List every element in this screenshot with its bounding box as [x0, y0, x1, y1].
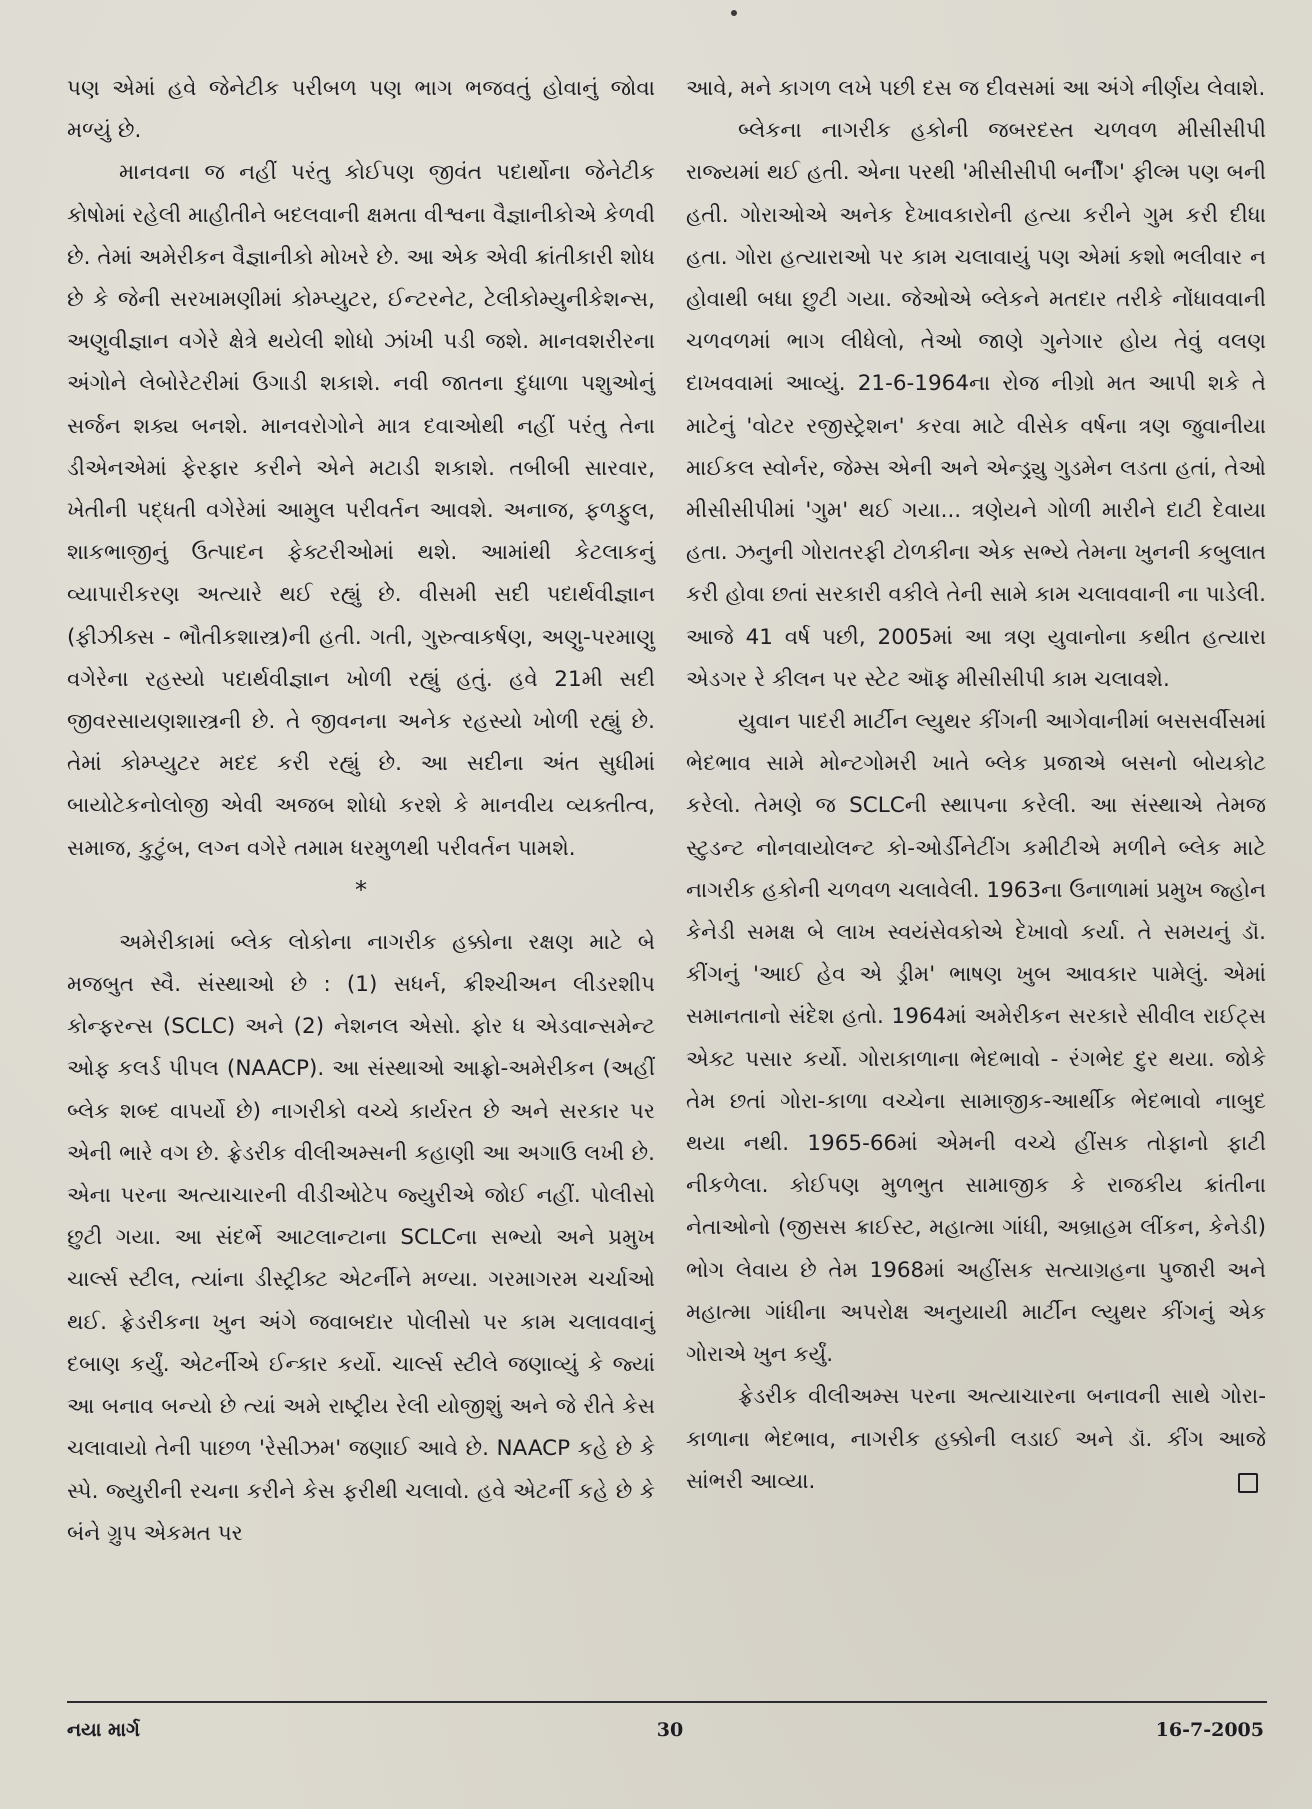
paragraph: માનવના જ નહીં પરંતુ કોઈપણ જીવંત પદાર્થોના જેનેટીક કોષોમાં રહેલી માહીતીને બદલવાની ક્ષમતા વીશ્વના વૈજ્ઞાનીકોએ કેળવી છે. તેમાં અમેરીકન વૈજ્ઞાનીકો મોખરે છે. આ એક એવી ક્રાંતીકારી શોધ છે કે જેની સરખામણીમાં કોમ્પ્યુટર, ઈન્ટરનેટ, ટેલીકોમ્યુનીકેશન્સ, અણુવીજ્ઞાન વગેરે ક્ષેત્રે થયેલી શોધો ઝાંખી પડી જશે. માનવશરીરના અંગોને લેબોરેટરીમાં ઉગાડી શકાશે. નવી જાતના દુધાળા પશુઓનું સર્જન શક્ય બનશે. માનવરોગોને માત્ર દવાઓથી નહીં પરંતુ તેના ડીએનએમાં ફેરફાર કરીને એને મટાડી શકાશે. તબીબી સારવાર, ખેતીની પદ્ધતી વગેરેમાં આમુલ પરીવર્તન આવશે. અનાજ, ફળફુલ, શાકભાજીનું ઉત્પાદન ફેક્ટરીઓમાં થશે. આમાંથી કેટલાકનું વ્યાપારીકરણ અત્યારે થઈ રહ્યું છે. વીસમી સદી પદાર્થવીજ્ઞાન (ફીઝીક્સ - ભૌતીકશાસ્ત્ર)ની હતી. ગતી, ગુરુત્વાકર્ષણ, અણુ-પરમાણુ વગેરેના રહસ્યો પદાર્થવીજ્ઞાન ખોળી રહ્યું હતું. હવે 21મી સદી જીવરસાયણશાસ્ત્રની છે. તે જીવનના અનેક રહસ્યો ખોળી રહ્યું છે. તેમાં કોમ્પ્યુટર મદદ કરી રહ્યું છે. આ સદીના અંત સુધીમાં બાયોટેકનોલોજી એવી અજબ શોધો કરશે કે માનવીય વ્યક્તીત્વ, સમાજ, કુટુંબ, લગ્ન વગેરે તમામ ધરમુળથી પરીવર્તન પામશે.: [67, 160, 655, 861]
paragraph: બ્લેકના નાગરીક હકોની જબરદસ્ત ચળવળ મીસીસીપી રાજ્યમાં થઈ હતી. એના પરથી 'મીસીસીપી બર્નીંગ' ફીલ્મ પણ બની હતી. ગોરાઓએ અનેક દેખાવકારોની હત્યા કરીને ગુમ કરી દીધા હતા. ગોરા હત્યારાઓ પર કામ ચલાવાયું પણ એમાં કશો ભલીવાર ન હોવાથી બધા છુટી ગયા. જેઓએ બ્લેકને મતદાર તરીકે નોંધાવવાની ચળવળમાં ભાગ લીધેલો, તેઓ જાણે ગુનેગાર હોય તેવું વલણ દાખવવામાં આવ્યું. 21-6-1964ના રોજ નીગ્રો મત આપી શકે તે માટેનું 'વોટર રજીસ્ટ્રેશન' કરવા માટે વીસેક વર્ષના ત્રણ જુવાનીયા માઈકલ સ્વોર્નર, જેમ્સ એની અને એન્ડ્ર્યુ ગુડમેન લડતા હતાં, તેઓ મીસીસીપીમાં 'ગુમ' થઈ ગયા... ત્રણેયને ગોળી મારીને દાટી દેવાયા હતા. ઝનુની ગોરાતરફી ટોળકીના એક સભ્યે તેમના ખુનની કબુલાત કરી હોવા છતાં સરકારી વકીલે તેની સામે કામ ચલાવવાની ના પાડેલી. આજે 41 વર્ષ પછી, 2005માં આ ત્રણ યુવાનોના કથીત હત્યારા એડગર રે કીલન પર સ્ટેટ ઑફ મીસીસીપી કામ ચલાવશે.: [686, 118, 1266, 692]
end-of-article-icon: [1238, 1473, 1258, 1493]
issue-date: 16-7-2005: [1155, 1719, 1264, 1741]
paragraph: અમેરીકામાં બ્લેક લોકોના નાગરીક હક્કોના રક્ષણ માટે બે મજબુત સ્વૈ. સંસ્થાઓ છે : (1) સધર્ન, ક્રીશ્ચીઅન લીડરશીપ કોન્ફરન્સ (SCLC) અને (2) નેશનલ એસો. ફોર ધ એડવાન્સમેન્ટ ઓફ કલર્ડ પીપલ (NAACP). આ સંસ્થાઓ આફ્રો-અમેરીકન (અહીં બ્લેક શબ્દ વાપર્યો છે) નાગરીકો વચ્ચે કાર્યરત છે અને સરકાર પર એની ભારે વગ છે. ફ્રેડરીક વીલીઅમ્સની કહાણી આ અગાઉ લખી છે. એના પરના અત્યાચારની વીડીઓટેપ જ્યુરીએ જોઈ નહીં. પોલીસો છુટી ગયા. આ સંદર્ભે આટલાન્ટાના SCLCના સભ્યો અને પ્રમુખ ચાર્લ્સ સ્ટીલ, ત્યાંના ડીસ્ટ્રીક્ટ એટર્નીને મળ્યા. ગરમાગરમ ચર્ચાઓ થઈ. ફ્રેડરીકના ખુન અંગે જવાબદાર પોલીસો પર કામ ચલાવવાનું દબાણ કર્યું. એટર્નીએ ઈન્કાર કર્યો. ચાર્લ્સ સ્ટીલે જણાવ્યું કે જ્યાં આ બનાવ બન્યો છે ત્યાં અમે રાષ્ટ્રીય રેલી યોજીશું અને જે રીતે કેસ ચલાવાયો તેની પાછળ 'રેસીઝમ' જણાઈ આવે છે. NAACP કહે છે કે સ્પે. જ્યુરીની રચના કરીને કેસ ફરીથી ચલાવો. હવે એટર્ની કહે છે કે બંને ગ્રુપ એકમત પર: [67, 929, 655, 1546]
publication-name: નયા માર્ગ: [67, 1719, 140, 1741]
left-column: [67, 68, 655, 1555]
footer-rule: [67, 1701, 1267, 1703]
ink-speck: [731, 10, 737, 16]
right-column: [686, 68, 1266, 1503]
paragraph: આવે, મને કાગળ લખે પછી દસ જ દીવસમાં આ અંગે નીર્ણય લેવાશે.: [686, 76, 1266, 101]
paragraph-final: [686, 1376, 1266, 1503]
paragraph: પણ એમાં હવે જેનેટીક પરીબળ પણ ભાગ ભજવતું હોવાનું જોવા મળ્યું છે.: [67, 76, 655, 144]
paragraph: યુવાન પાદરી માર્ટીન લ્યુથર કીંગની આગેવાનીમાં બસસર્વીસમાં ભેદભાવ સામે મોન્ટગોમરી ખાતે બ્લેક પ્રજાએ બસનો બોયકોટ કરેલો. તેમણે જ SCLCની સ્થાપના કરેલી. આ સંસ્થાએ તેમજ સ્ટુડન્ટ નોનવાયોલન્ટ કો-ઓર્ડીનેટીંગ કમીટીએ મળીને બ્લેક માટે નાગરીક હકોની ચળવળ ચલાવેલી. 1963ના ઉનાળામાં પ્રમુખ જ્હોન કેનેડી સમક્ષ બે લાખ સ્વયંસેવકોએ દેખાવો કર્યા. તે સમયનું ડૉ. કીંગનું 'આઈ હેવ એ ડ્રીમ' ભાષણ ખુબ આવકાર પામેલું. એમાં સમાનતાનો સંદેશ હતો. 1964માં અમેરીકન સરકારે સીવીલ રાઈટ્સ એક્ટ પસાર કર્યો. ગોરાકાળાના ભેદભાવો - રંગભેદ દુર થયા. જોકે તેમ છતાં ગોરા-કાળા વચ્ચેના સામાજીક-આર્થીક ભેદભાવો નાબુદ થયા નથી. 1965-66માં એમની વચ્ચે હીંસક તોફાનો ફાટી નીકળેલા. કોઈપણ મુળભુત સામાજીક કે રાજકીય ક્રાંતીના નેતાઓનો (જીસસ ક્રાઈસ્ટ, મહાત્મા ગાંધી, અબ્રાહમ લીંકન, કેનેડી) ભોગ લેવાય છે તેમ 1968માં અહીંસક સત્યાગ્રહના પુજારી અને મહાત્મા ગાંધીના અપરોક્ષ અનુયાયી માર્ટીન લ્યુથર કીંગનું એક ગોરાએ ખુન કર્યું.: [686, 709, 1266, 1368]
section-separator: *: [355, 875, 367, 904]
page-number: 30: [656, 1719, 684, 1741]
paragraph-text: ફ્રેડરીક વીલીઅમ્સ પરના અત્યાચારના બનાવની સાથે ગોરા-કાળાના ભેદભાવ, નાગરીક હક્કોની લડાઈ અને ડૉ. કીંગ આજે સાંભરી આવ્યા.: [686, 1384, 1266, 1494]
